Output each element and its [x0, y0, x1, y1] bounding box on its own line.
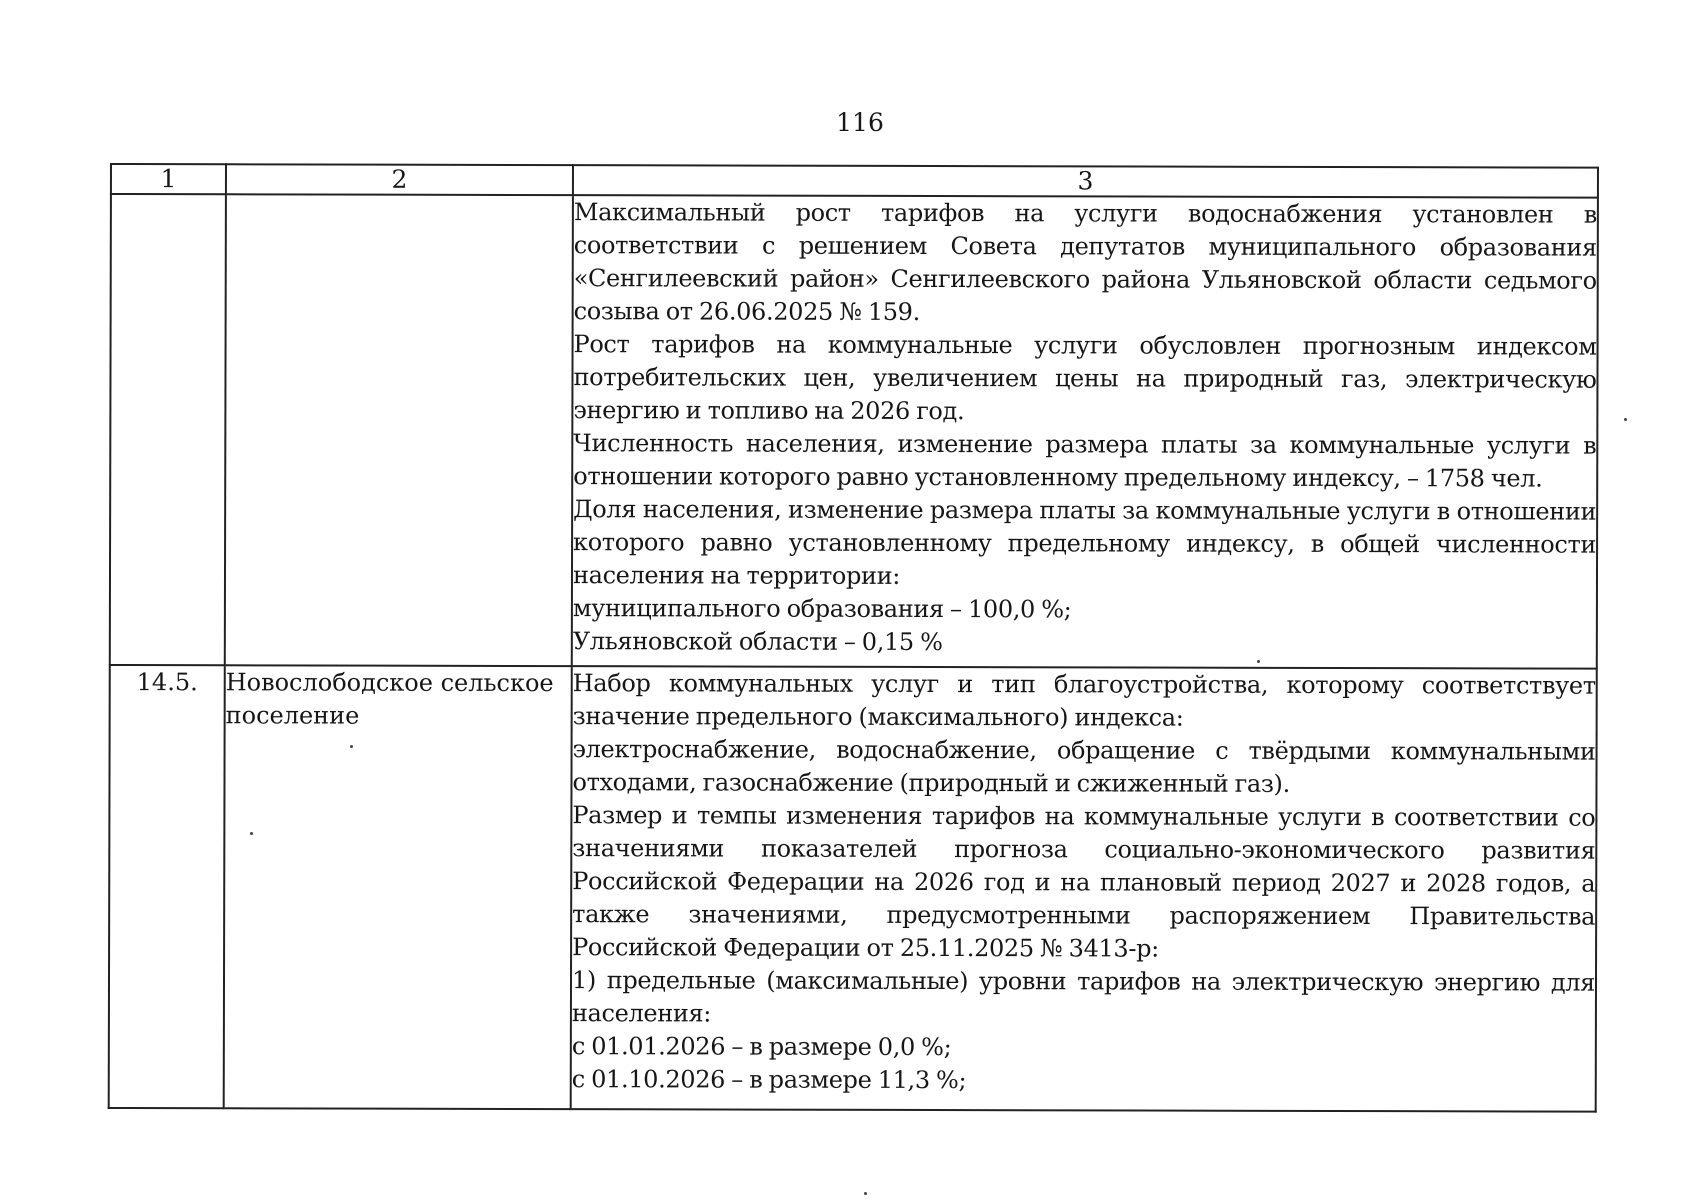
table-header-row: [111, 164, 1598, 198]
scan-speck: [350, 745, 353, 748]
column-header-3: 3: [573, 165, 1598, 198]
table-row: [110, 194, 1598, 669]
scan-speck: [864, 1192, 867, 1195]
description-cell: [572, 195, 1598, 669]
settlement-name-cell: [225, 194, 573, 666]
table-row: [109, 665, 1597, 1112]
scan-speck: [250, 832, 253, 835]
column-header-1: 1: [111, 164, 226, 194]
settlement-name-cell: Новослободское сельское поселение: [224, 665, 572, 1109]
document-table: [108, 163, 1599, 1113]
paragraph: Размер и темпы изменения тарифов на коммунальные услуги в соответствии со значениями показателей прогноза социально-экономического развития Российской Федерации на 2026 год и на плановый период 2027 и 2028 годов, а также значениями, предусмотренными распоряжением Правительства Российской Федерации от 25.11.2025 № 3413-р:: [572, 801, 1596, 963]
paragraph: Набор коммунальных услуг и тип благоустройства, которому соответствует значение предельного (максимального) индекса:: [572, 669, 1596, 732]
paragraph: Максимальный рост тарифов на услуги водоснабжения установлен в соответствии с решением Совета депутатов муниципального образования «Сенгилеевский район» Сенгилеевского района Ульяновской области седьмого созыва от 26.06.2025 № 159.: [573, 198, 1597, 326]
column-header-2: 2: [226, 164, 573, 195]
scan-speck: [1624, 418, 1627, 421]
row-number-cell: [110, 194, 226, 665]
paragraph: Численность населения, изменение размера платы за коммунальные услуги в отношении которого равно установленному предельному индексу, – 1758 чел.: [573, 429, 1597, 493]
paragraph: с 01.10.2026 – в размере 11,3 %;: [571, 1065, 967, 1095]
page-number: 116: [836, 108, 884, 137]
paragraph: Рост тарифов на коммунальные услуги обусловлен прогнозным индексом потребительских цен, увеличением цены на природный газ, электрическую энергию и топливо на 2026 год.: [573, 330, 1597, 426]
scan-speck: [1257, 660, 1260, 663]
paragraph: электроснабжение, водоснабжение, обращение с твёрдыми коммунальными отходами, газоснабжение (природный и сжиженный газ).: [572, 735, 1596, 798]
paragraph: 1) предельные (максимальные) уровни тарифов на электрическую энергию для населения:: [571, 966, 1596, 1028]
paragraph: Доля населения, изменение размера платы за коммунальные услуги в отношении которого равно установленному предельному индексу, в общей численности населения на территории:: [572, 495, 1597, 590]
paragraph: муниципального образования – 100,0 %;: [572, 594, 1072, 624]
paragraph: с 01.01.2026 – в размере 0,0 %;: [571, 1032, 952, 1062]
description-cell: [571, 666, 1597, 1112]
paragraph: Ульяновской области – 0,15 %: [572, 627, 943, 657]
row-number-cell: 14.5.: [109, 665, 225, 1108]
